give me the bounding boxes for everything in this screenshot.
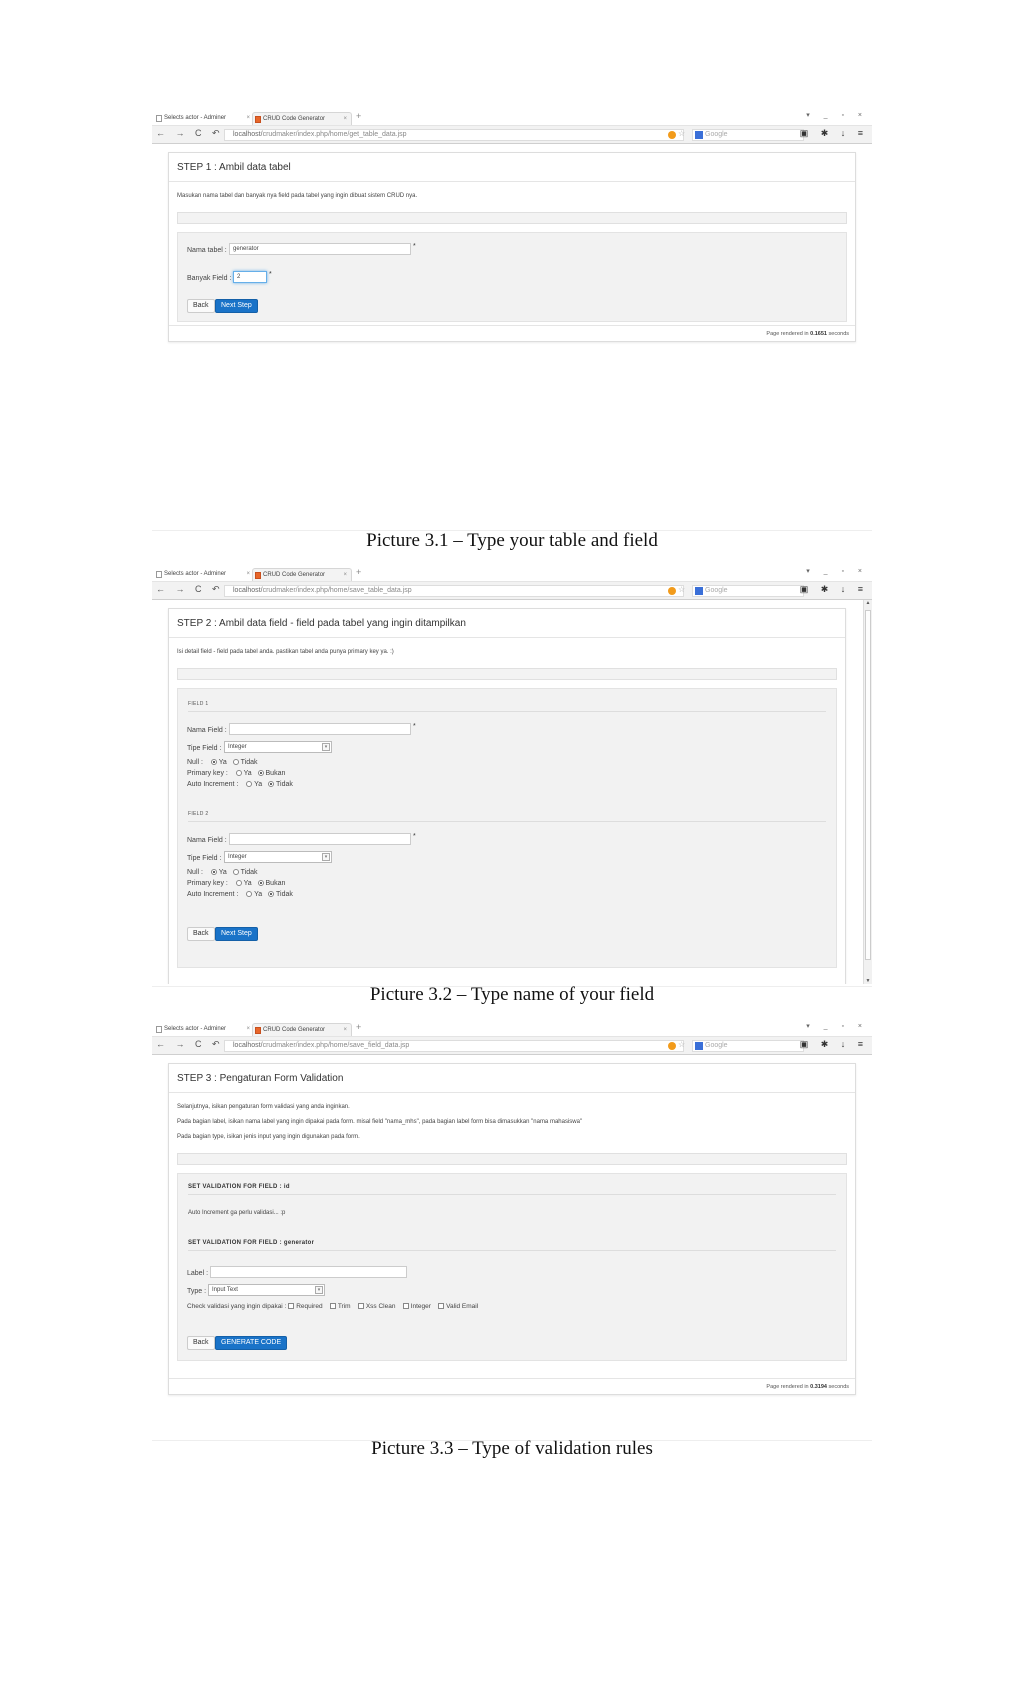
vertical-scrollbar[interactable] <box>863 600 872 984</box>
address-bar[interactable] <box>224 1040 684 1052</box>
step2-panel <box>168 608 846 984</box>
ai-label: Auto Increment : <box>187 781 239 788</box>
screenshot-step2 <box>152 566 872 984</box>
pk-label: Primary key : <box>187 770 228 777</box>
close-icon[interactable]: × <box>246 571 250 577</box>
type-field-label: Type : <box>187 1288 207 1295</box>
footer-suffix: seconds <box>826 331 849 337</box>
back-button[interactable]: Back <box>187 299 215 313</box>
address-bar[interactable] <box>224 585 684 597</box>
tab-label: Selects actor - Adminer <box>164 1026 227 1032</box>
bookmark-star-icon[interactable]: ☆ <box>678 585 686 594</box>
nav-buttons[interactable]: ← → C ↶ <box>156 584 224 594</box>
new-tab-icon[interactable]: + <box>356 111 362 121</box>
page-icon <box>156 571 162 578</box>
back-button[interactable]: Back <box>187 1336 215 1350</box>
radio-label: Bukan <box>265 770 286 777</box>
toolbar-icons[interactable]: ▣ ✱ ↓ ≡ <box>799 584 868 594</box>
scrollbar-thumb[interactable] <box>865 610 871 960</box>
desc-line: Pada bagian label, isikan nama label yang ingin dipakai pada form. misal field "nama_mhs", pada bagian label form bisa dimasukkan "nama mahasiswa" <box>177 1119 583 1125</box>
radio-pk-no[interactable] <box>258 880 264 886</box>
radio-ai-yes[interactable] <box>246 891 252 897</box>
toolbar-icons[interactable]: ▣ ✱ ↓ ≡ <box>799 1039 868 1049</box>
info-bar <box>177 1153 847 1165</box>
screenshot-step3 <box>152 1021 872 1401</box>
field-name-label: Nama Field : <box>187 727 227 734</box>
checkbox-label: Xss Clean <box>365 1303 396 1310</box>
chevron-down-icon: ▾ <box>322 743 330 751</box>
url-host: localhost/ <box>233 587 263 594</box>
search-placeholder: Google <box>705 587 728 594</box>
close-icon[interactable]: × <box>343 572 347 578</box>
close-icon[interactable]: × <box>343 1027 347 1033</box>
address-bar[interactable] <box>224 129 684 141</box>
search-input[interactable] <box>692 585 804 597</box>
new-tab-icon[interactable]: + <box>356 1022 362 1032</box>
scroll-up-icon[interactable]: ▲ <box>865 600 871 606</box>
null-row <box>187 759 257 766</box>
close-icon[interactable]: × <box>246 1026 250 1032</box>
google-icon <box>695 587 703 595</box>
tab-crud-generator[interactable] <box>252 112 352 125</box>
pk-label: Primary key : <box>187 880 228 887</box>
toolbar-icons[interactable]: ▣ ✱ ↓ ≡ <box>799 128 868 138</box>
form-well <box>177 232 847 322</box>
figure-caption-2: Picture 3.2 – Type name of your field <box>369 984 655 1005</box>
radio-pk-yes[interactable] <box>236 770 242 776</box>
window-controls[interactable]: ▾ _ ▫ × <box>806 568 868 575</box>
url-path: crudmaker/index.php/home/get_table_data.jsp <box>262 131 407 138</box>
ai-label: Auto Increment : <box>187 891 239 898</box>
field-type-select[interactable] <box>224 851 332 863</box>
window-controls[interactable]: ▾ _ ▫ × <box>806 112 868 119</box>
fields-well <box>177 688 837 968</box>
page-title: STEP 1 : Ambil data tabel <box>169 153 855 182</box>
tab-label: Selects actor - Adminer <box>164 571 227 577</box>
radio-label: Ya <box>218 759 227 766</box>
radio-label: Ya <box>254 891 263 898</box>
radio-label: Tidak <box>276 891 293 898</box>
radio-label: Tidak <box>276 781 293 788</box>
render-time-footer <box>169 325 855 341</box>
checkbox-label: Integer <box>410 1303 431 1310</box>
browser-navbar <box>152 582 872 600</box>
bookmark-star-icon[interactable]: ☆ <box>678 129 686 138</box>
footer-time: 0.3194 <box>810 1384 827 1390</box>
tab-label: Selects actor - Adminer <box>164 115 227 121</box>
render-time-footer <box>169 1378 855 1394</box>
null-label: Null : <box>187 759 203 766</box>
label-field-label: Label : <box>187 1270 209 1277</box>
new-tab-icon[interactable]: + <box>356 567 362 577</box>
auto-increment-row <box>187 781 293 788</box>
close-icon[interactable]: × <box>246 115 250 121</box>
radio-label: Tidak <box>240 869 258 876</box>
info-bar <box>177 212 847 224</box>
url-host: localhost/ <box>233 1042 263 1049</box>
app-icon <box>255 1027 261 1034</box>
bookmark-star-icon[interactable]: ☆ <box>678 1040 686 1049</box>
scroll-down-icon[interactable]: ▼ <box>865 978 871 984</box>
search-placeholder: Google <box>705 1042 728 1049</box>
checkbox-trim[interactable] <box>330 1303 336 1309</box>
browser-tabbar <box>152 1021 872 1037</box>
page-icon <box>156 1026 162 1033</box>
auto-increment-note: Auto Increment ga perlu validasi... :p <box>188 1210 286 1216</box>
radio-null-no[interactable] <box>233 869 239 875</box>
primary-key-row <box>187 770 285 777</box>
field-name-input[interactable] <box>229 833 411 845</box>
app-icon <box>255 572 261 579</box>
page-icon <box>156 115 162 122</box>
radio-pk-no[interactable] <box>258 770 264 776</box>
validation-legend-generator: SET VALIDATION FOR FIELD : generator <box>188 1240 836 1251</box>
null-label: Null : <box>187 869 203 876</box>
browser-tabbar <box>152 566 872 582</box>
checkbox-xss-clean[interactable] <box>358 1303 364 1309</box>
radio-label: Bukan <box>265 880 286 887</box>
field-name-input[interactable] <box>229 723 411 735</box>
tab-adminer[interactable] <box>154 568 254 581</box>
generate-code-button[interactable]: GENERATE CODE <box>215 1336 287 1350</box>
next-step-button[interactable]: Next Step <box>215 927 258 941</box>
footer-suffix: seconds <box>826 1384 849 1390</box>
google-icon <box>695 1042 703 1050</box>
select-value: Integer <box>228 744 247 750</box>
page-title: STEP 3 : Pengaturan Form Validation <box>169 1064 855 1093</box>
auto-increment-row <box>187 891 293 898</box>
figure-caption-1: Picture 3.1 – Type your table and field <box>366 530 658 551</box>
search-placeholder: Google <box>705 131 728 138</box>
footer-prefix: Page rendered in <box>766 1384 811 1390</box>
tab-label: CRUD Code Generator <box>263 1027 326 1033</box>
next-step-button[interactable]: Next Step <box>215 299 258 313</box>
checkbox-integer[interactable] <box>403 1303 409 1309</box>
step-description <box>169 1100 855 1145</box>
screenshot-step1 <box>152 110 872 350</box>
url-host: localhost/ <box>233 131 263 138</box>
radio-ai-no[interactable] <box>268 781 274 787</box>
search-input[interactable] <box>692 1040 804 1052</box>
nav-buttons[interactable]: ← → C ↶ <box>156 1039 224 1049</box>
tab-crud-generator[interactable] <box>252 568 352 581</box>
field-type-label: Tipe Field : <box>187 745 222 752</box>
field-name-label: Nama Field : <box>187 837 227 844</box>
step3-panel <box>168 1063 856 1395</box>
field-count-input[interactable]: 2 <box>233 271 267 283</box>
radio-label: Ya <box>243 880 252 887</box>
primary-key-row <box>187 880 285 887</box>
google-icon <box>695 131 703 139</box>
tab-label: CRUD Code Generator <box>263 572 326 578</box>
page-title: STEP 2 : Ambil data field - field pada tabel yang ingin ditampilkan <box>169 609 845 638</box>
window-controls[interactable]: ▾ _ ▫ × <box>806 1023 868 1030</box>
validation-legend-id: SET VALIDATION FOR FIELD : id <box>188 1184 836 1195</box>
chevron-down-icon: ▾ <box>315 1286 323 1294</box>
warning-icon[interactable] <box>668 1042 676 1050</box>
select-value: Integer <box>228 854 247 860</box>
desc-line: Selanjutnya, isikan pengaturan form validasi yang anda inginkan. <box>177 1104 350 1110</box>
required-mark: * <box>413 723 416 730</box>
radio-null-yes[interactable] <box>211 759 217 765</box>
tab-adminer[interactable] <box>154 112 254 125</box>
validation-well <box>177 1173 847 1361</box>
browser-navbar <box>152 1037 872 1055</box>
required-mark: * <box>413 243 416 250</box>
search-input[interactable] <box>692 129 804 141</box>
check-label: Check validasi yang ingin dipakai : <box>187 1303 287 1310</box>
checkbox-label: Required <box>296 1303 323 1310</box>
tab-label: CRUD Code Generator <box>263 116 326 122</box>
browser-tabbar <box>152 110 872 126</box>
browser-navbar <box>152 126 872 144</box>
radio-ai-no[interactable] <box>268 891 274 897</box>
radio-pk-yes[interactable] <box>236 880 242 886</box>
figure-caption-3: Picture 3.3 – Type of validation rules <box>371 1438 653 1459</box>
back-button[interactable]: Back <box>187 927 215 941</box>
step1-panel <box>168 152 856 342</box>
footer-time: 0.1651 <box>810 331 827 337</box>
field-legend: FIELD 2 <box>188 811 826 822</box>
table-name-label: Nama tabel : <box>187 247 227 254</box>
step-description: Masukan nama tabel dan banyak nya field pada tabel yang ingin dibuat sistem CRUD nya. <box>177 193 418 199</box>
field-type-select[interactable] <box>224 741 332 753</box>
footer-prefix: Page rendered in <box>766 331 811 337</box>
checkbox-required[interactable] <box>288 1303 294 1309</box>
required-mark: * <box>269 271 272 278</box>
radio-label: Ya <box>243 770 252 777</box>
field-type-label: Tipe Field : <box>187 855 222 862</box>
field-count-label: Banyak Field : <box>187 275 232 282</box>
app-icon <box>255 116 261 123</box>
checkbox-valid-email[interactable] <box>438 1303 444 1309</box>
radio-label: Tidak <box>240 759 258 766</box>
required-mark: * <box>413 833 416 840</box>
tab-crud-generator[interactable] <box>252 1023 352 1036</box>
validation-checks-row <box>187 1303 478 1310</box>
field-legend: FIELD 1 <box>188 701 826 712</box>
nav-buttons[interactable]: ← → C ↶ <box>156 128 224 138</box>
radio-ai-yes[interactable] <box>246 781 252 787</box>
radio-null-no[interactable] <box>233 759 239 765</box>
url-path: crudmaker/index.php/home/save_table_data.jsp <box>262 587 412 594</box>
chevron-down-icon: ▾ <box>322 853 330 861</box>
warning-icon[interactable] <box>668 131 676 139</box>
label-input[interactable] <box>210 1266 407 1278</box>
desc-line: Pada bagian type, isikan jenis input yang ingin digunakan pada form. <box>177 1134 360 1140</box>
radio-label: Ya <box>254 781 263 788</box>
null-row <box>187 869 257 876</box>
close-icon[interactable]: × <box>343 116 347 122</box>
radio-null-yes[interactable] <box>211 869 217 875</box>
info-bar <box>177 668 837 680</box>
tab-adminer[interactable] <box>154 1023 254 1036</box>
input-type-select[interactable] <box>208 1284 325 1296</box>
radio-label: Ya <box>218 869 227 876</box>
checkbox-label: Trim <box>337 1303 351 1310</box>
warning-icon[interactable] <box>668 587 676 595</box>
select-value: Input Text <box>212 1287 238 1293</box>
url-path: crudmaker/index.php/home/save_field_data.jsp <box>262 1042 410 1049</box>
step-description: Isi detail field - field pada tabel anda. pastikan tabel anda punya primary key ya. :) <box>177 649 394 655</box>
table-name-input[interactable]: generator <box>229 243 411 255</box>
checkbox-label: Valid Email <box>446 1303 479 1310</box>
